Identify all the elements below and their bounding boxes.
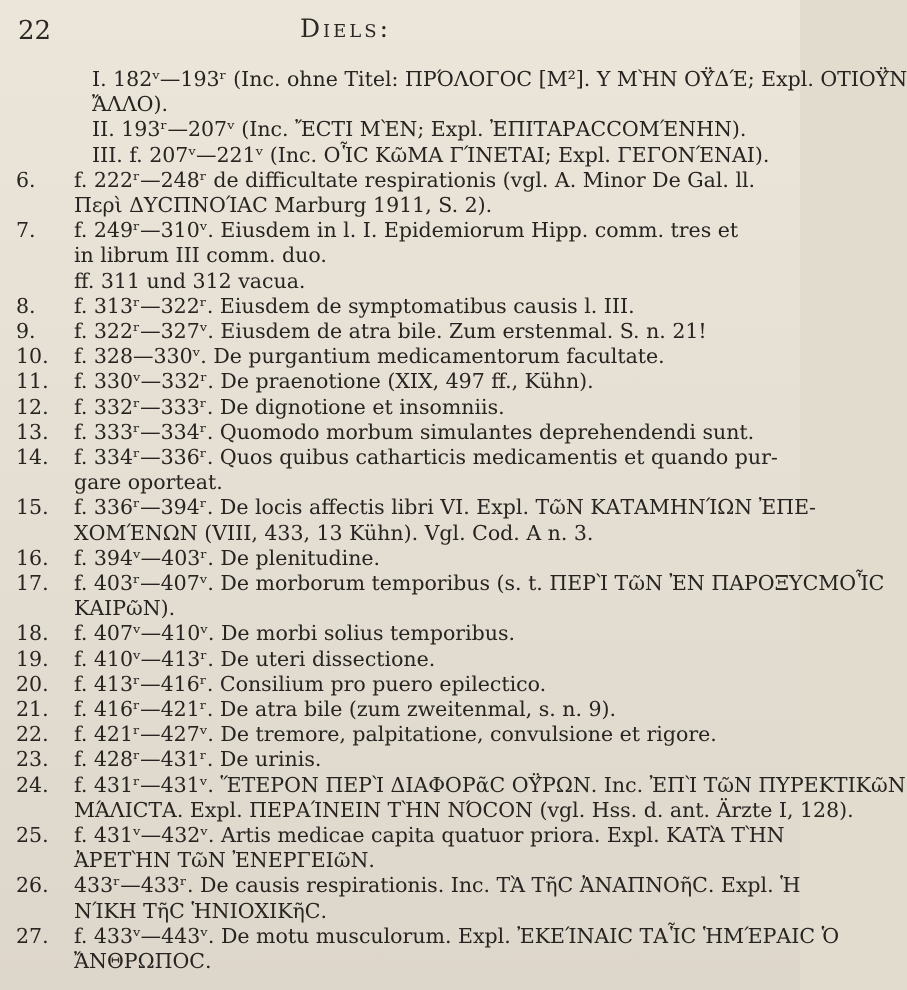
entry-text: ἌΝΘΡΩΠΟϹ. [74, 949, 212, 973]
entry-text: f. 313ʳ—322ʳ. Eiusdem de symptomatibus causis l. III. [74, 293, 635, 318]
entry-number: 16. [16, 545, 49, 570]
entry-number: 15. [16, 495, 49, 520]
entry-number: 26. [16, 873, 49, 898]
entry-number: 9. [16, 319, 36, 343]
entry-text: f. 410ᵛ—413ʳ. De uteri dissectione. [74, 646, 436, 671]
entry-number: 27. [16, 923, 49, 948]
entry-text: f. 394ᵛ—403ʳ. De plenitudine. [74, 545, 381, 570]
entry-text: II. 193ʳ—207ᵛ (Inc. ἜϹΤΙ ΜῈΝ; Expl. ἘΠΙΤΑΡΑϹϹΟΜΈΝΗΝ). [92, 117, 747, 142]
entry-number: 23. [16, 747, 49, 772]
entry-number: 20. [16, 671, 49, 696]
entry-text: f. 421ʳ—427ᵛ. De tremore, palpitatione, convulsione et rigore. [74, 722, 717, 747]
entry-number: 13. [16, 419, 49, 444]
entry-text: ἌΛΛΟ). [92, 92, 168, 117]
entry-number: 21. [16, 697, 49, 721]
entry-text: III. f. 207ᵛ—221ᵛ (Inc. ΟἿϹ ΚῶΜΑ ΓΊΝΕΤΑΙ; Expl. ΓΕΓΟΝΈΝΑΙ). [92, 142, 770, 167]
entry-text: f. 336ʳ—394ʳ. De locis affectis libri VI. Expl. ΤῶΝ ΚΑΤΑΜΗΝΊΩΝ ἘΠΕ- [74, 495, 816, 520]
running-head: Diels: [300, 14, 392, 43]
entry-text: f. 334ʳ—336ʳ. Quos quibus catharticis medicamentis et quando pur- [74, 445, 778, 469]
entry-number: 10. [16, 344, 49, 369]
entry-text: f. 431ᵛ—432ᵛ. Artis medicae capita quatuor priora. Expl. ΚΑΤᾺ ΤῊΝ [74, 823, 785, 847]
entry-text: f. 222ʳ—248ʳ de difficultate respirationis (vgl. A. Minor De Gal. ll. [74, 167, 756, 192]
entry-number: 7. [16, 218, 36, 243]
entry-text: f. 330ᵛ—332ʳ. De praenotione (XIX, 497 ff., Kühn). [74, 369, 594, 394]
entry-number: 22. [16, 722, 49, 747]
entry-text: f. 413ʳ—416ʳ. Consilium pro puero epilectico. [74, 671, 547, 696]
entry-text: ΚΑΙΡῶΝ). [74, 596, 176, 621]
entry-text: ἈΡΕΤῊΝ ΤῶΝ ἘΝΕΡΓΕΙῶΝ. [74, 848, 375, 873]
entry-number: 12. [16, 394, 49, 419]
entry-text: 433ʳ—433ʳ. De causis respirationis. Inc. ΤᾺ ΤῆϹ ἈΝΑΠΝΟῆϹ. Expl. Ἡ [74, 873, 801, 898]
entry-text: ΧΟΜΈΝΩΝ (VIII, 433, 13 Kühn). Vgl. Cod. A n. 3. [74, 520, 594, 545]
entry-text: f. 431ʳ—431ᵛ. ἝΤΕΡΟΝ ΠΕΡῚ ΔΙΑΦΟΡᾶϹ ΟΫ́ΡΩΝ. Inc. ἘΠῚ ΤῶΝ ΠΥΡΕΚΤΙΚῶΝ [74, 772, 906, 797]
entry-text: f. 433ᵛ—443ᵛ. De motu musculorum. Expl. ἘΚΕΊΝΑΙϹ ΤΑἿϹ ἩΜΈΡΑΙϹ Ὁ [74, 923, 840, 948]
entry-number: 24. [16, 772, 49, 797]
entry-number: 11. [16, 369, 49, 394]
entry-text: in librum III comm. duo. [74, 243, 327, 268]
entry-text: f. 333ʳ—334ʳ. Quomodo morbum simulantes deprehendendi sunt. [74, 419, 755, 444]
entry-text: f. 322ʳ—327ᵛ. Eiusdem de atra bile. Zum erstenmal. S. n. 21! [74, 319, 707, 343]
entry-text: I. 182ᵛ—193ʳ (Inc. ohne Titel: ΠΡΌΛΟΓΟϹ [Μ²]. Υ ΜῊΝ ΟΫ́ΔΈ; Expl. ΟΤΙΟΫ́Ν [92, 67, 907, 91]
entry-number: 25. [16, 823, 49, 847]
entry-text: f. 249ʳ—310ᵛ. Eiusdem in l. I. Epidemiorum Hipp. comm. tres et [74, 218, 739, 243]
entry-text: gare oporteat. [74, 470, 223, 495]
entry-number: 6. [16, 167, 36, 192]
entry-text: f. 428ʳ—431ʳ. De urinis. [74, 747, 322, 772]
entry-number: 8. [16, 293, 36, 318]
page-number: 22 [18, 16, 52, 46]
entry-text: f. 332ʳ—333ʳ. De dignotione et insomniis. [74, 394, 505, 419]
entry-number: 17. [16, 571, 49, 595]
entry-text: ff. 311 und 312 vacua. [74, 268, 306, 293]
entry-text: ΝΊΚΗ ΤῆϹ ἩΝΙΟΧΙΚῆϹ. [74, 898, 327, 923]
entry-text: Περὶ ΔΥϹΠΝΟΊΑϹ Marburg 1911, S. 2). [74, 193, 493, 217]
entry-number: 14. [16, 445, 49, 469]
entry-text: f. 403ʳ—407ᵛ. De morborum temporibus (s. t. ΠΕΡῚ ΤῶΝ ἘΝ ΠΑΡΟΞΥϹΜΟἿϹ [74, 571, 885, 595]
entry-text: ΜΆΛΙϹΤΑ. Expl. ΠΕΡΑΊΝΕΙΝ ΤῊΝ ΝΌϹΟΝ (vgl. Hss. d. ant. Ärzte I, 128). [74, 797, 854, 822]
entry-text: f. 407ᵛ—410ᵛ. De morbi solius temporibus. [74, 621, 516, 646]
entry-number: 18. [16, 621, 49, 646]
entry-number: 19. [16, 646, 49, 671]
entry-text: f. 328—330ᵛ. De purgantium medicamentorum facultate. [74, 344, 665, 369]
entry-text: f. 416ʳ—421ʳ. De atra bile (zum zweitenmal, s. n. 9). [74, 697, 617, 721]
